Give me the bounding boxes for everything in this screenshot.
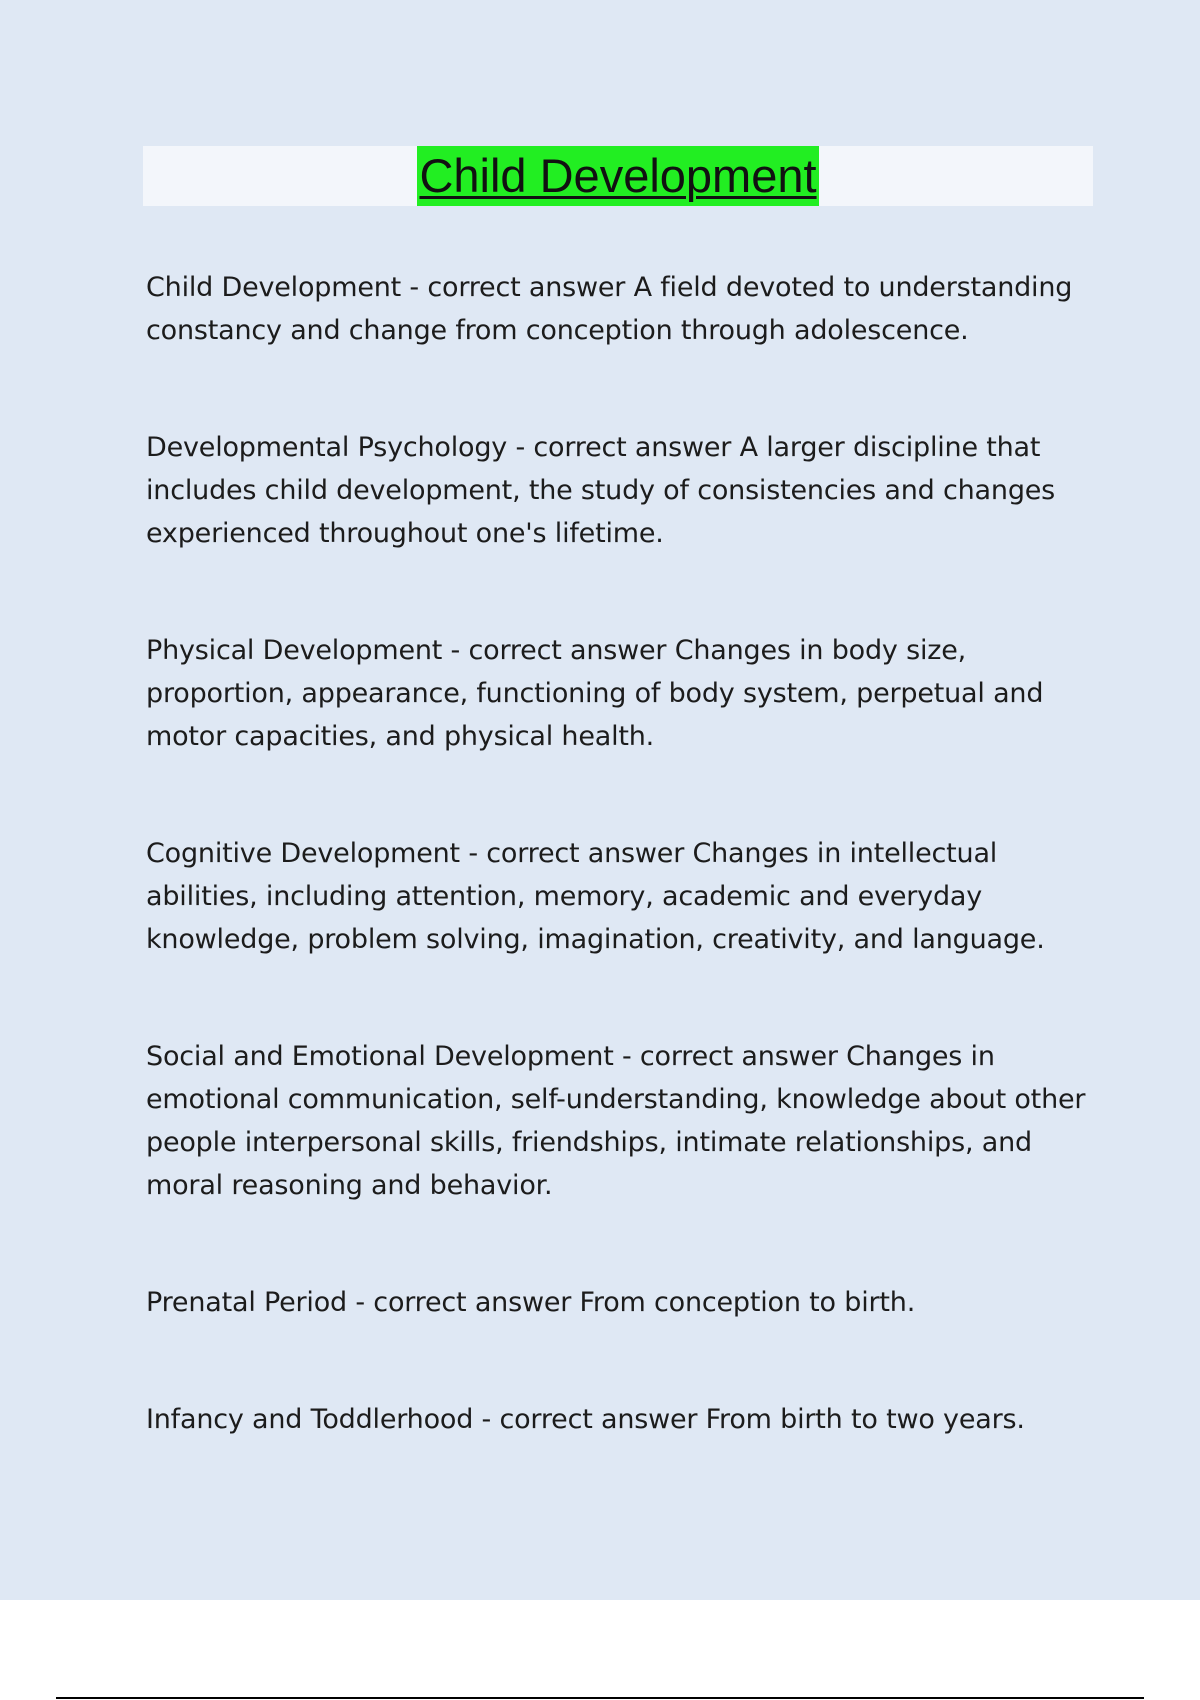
footer-divider [56,1697,1144,1699]
definition-entry-developmental-psychology: Developmental Psychology - correct answer A larger discipline that includes child development, the study of consistencies and changes experienced throughout one's lifetime. [146,432,1056,549]
page-title: Child Development [417,146,818,206]
definition-list [146,266,1086,1515]
definition-entry-child-development: Child Development - correct answer A field devoted to understanding constancy and change from conception through adolescence. [146,272,1073,346]
definition-entry-infancy-toddlerhood: Infancy and Toddlerhood - correct answer From birth to two years. [146,1404,1025,1435]
title-band [143,146,1093,206]
definition-entry-prenatal-period: Prenatal Period - correct answer From conception to birth. [146,1287,916,1318]
definition-entry-physical-development: Physical Development - correct answer Changes in body size, proportion, appearance, functioning of body system, perpetual and motor capacities, and physical health. [146,635,1044,752]
definition-entry-social-emotional-development: Social and Emotional Development - correct answer Changes in emotional communication, self-understanding, knowledge about other people interpersonal skills, friendships, intimate relationships, and moral reasoning and behavior. [146,1041,1086,1201]
definition-entry-cognitive-development: Cognitive Development - correct answer Changes in intellectual abilities, including attention, memory, academic and everyday knowledge, problem solving, imagination, creativity, and language. [146,838,1045,955]
